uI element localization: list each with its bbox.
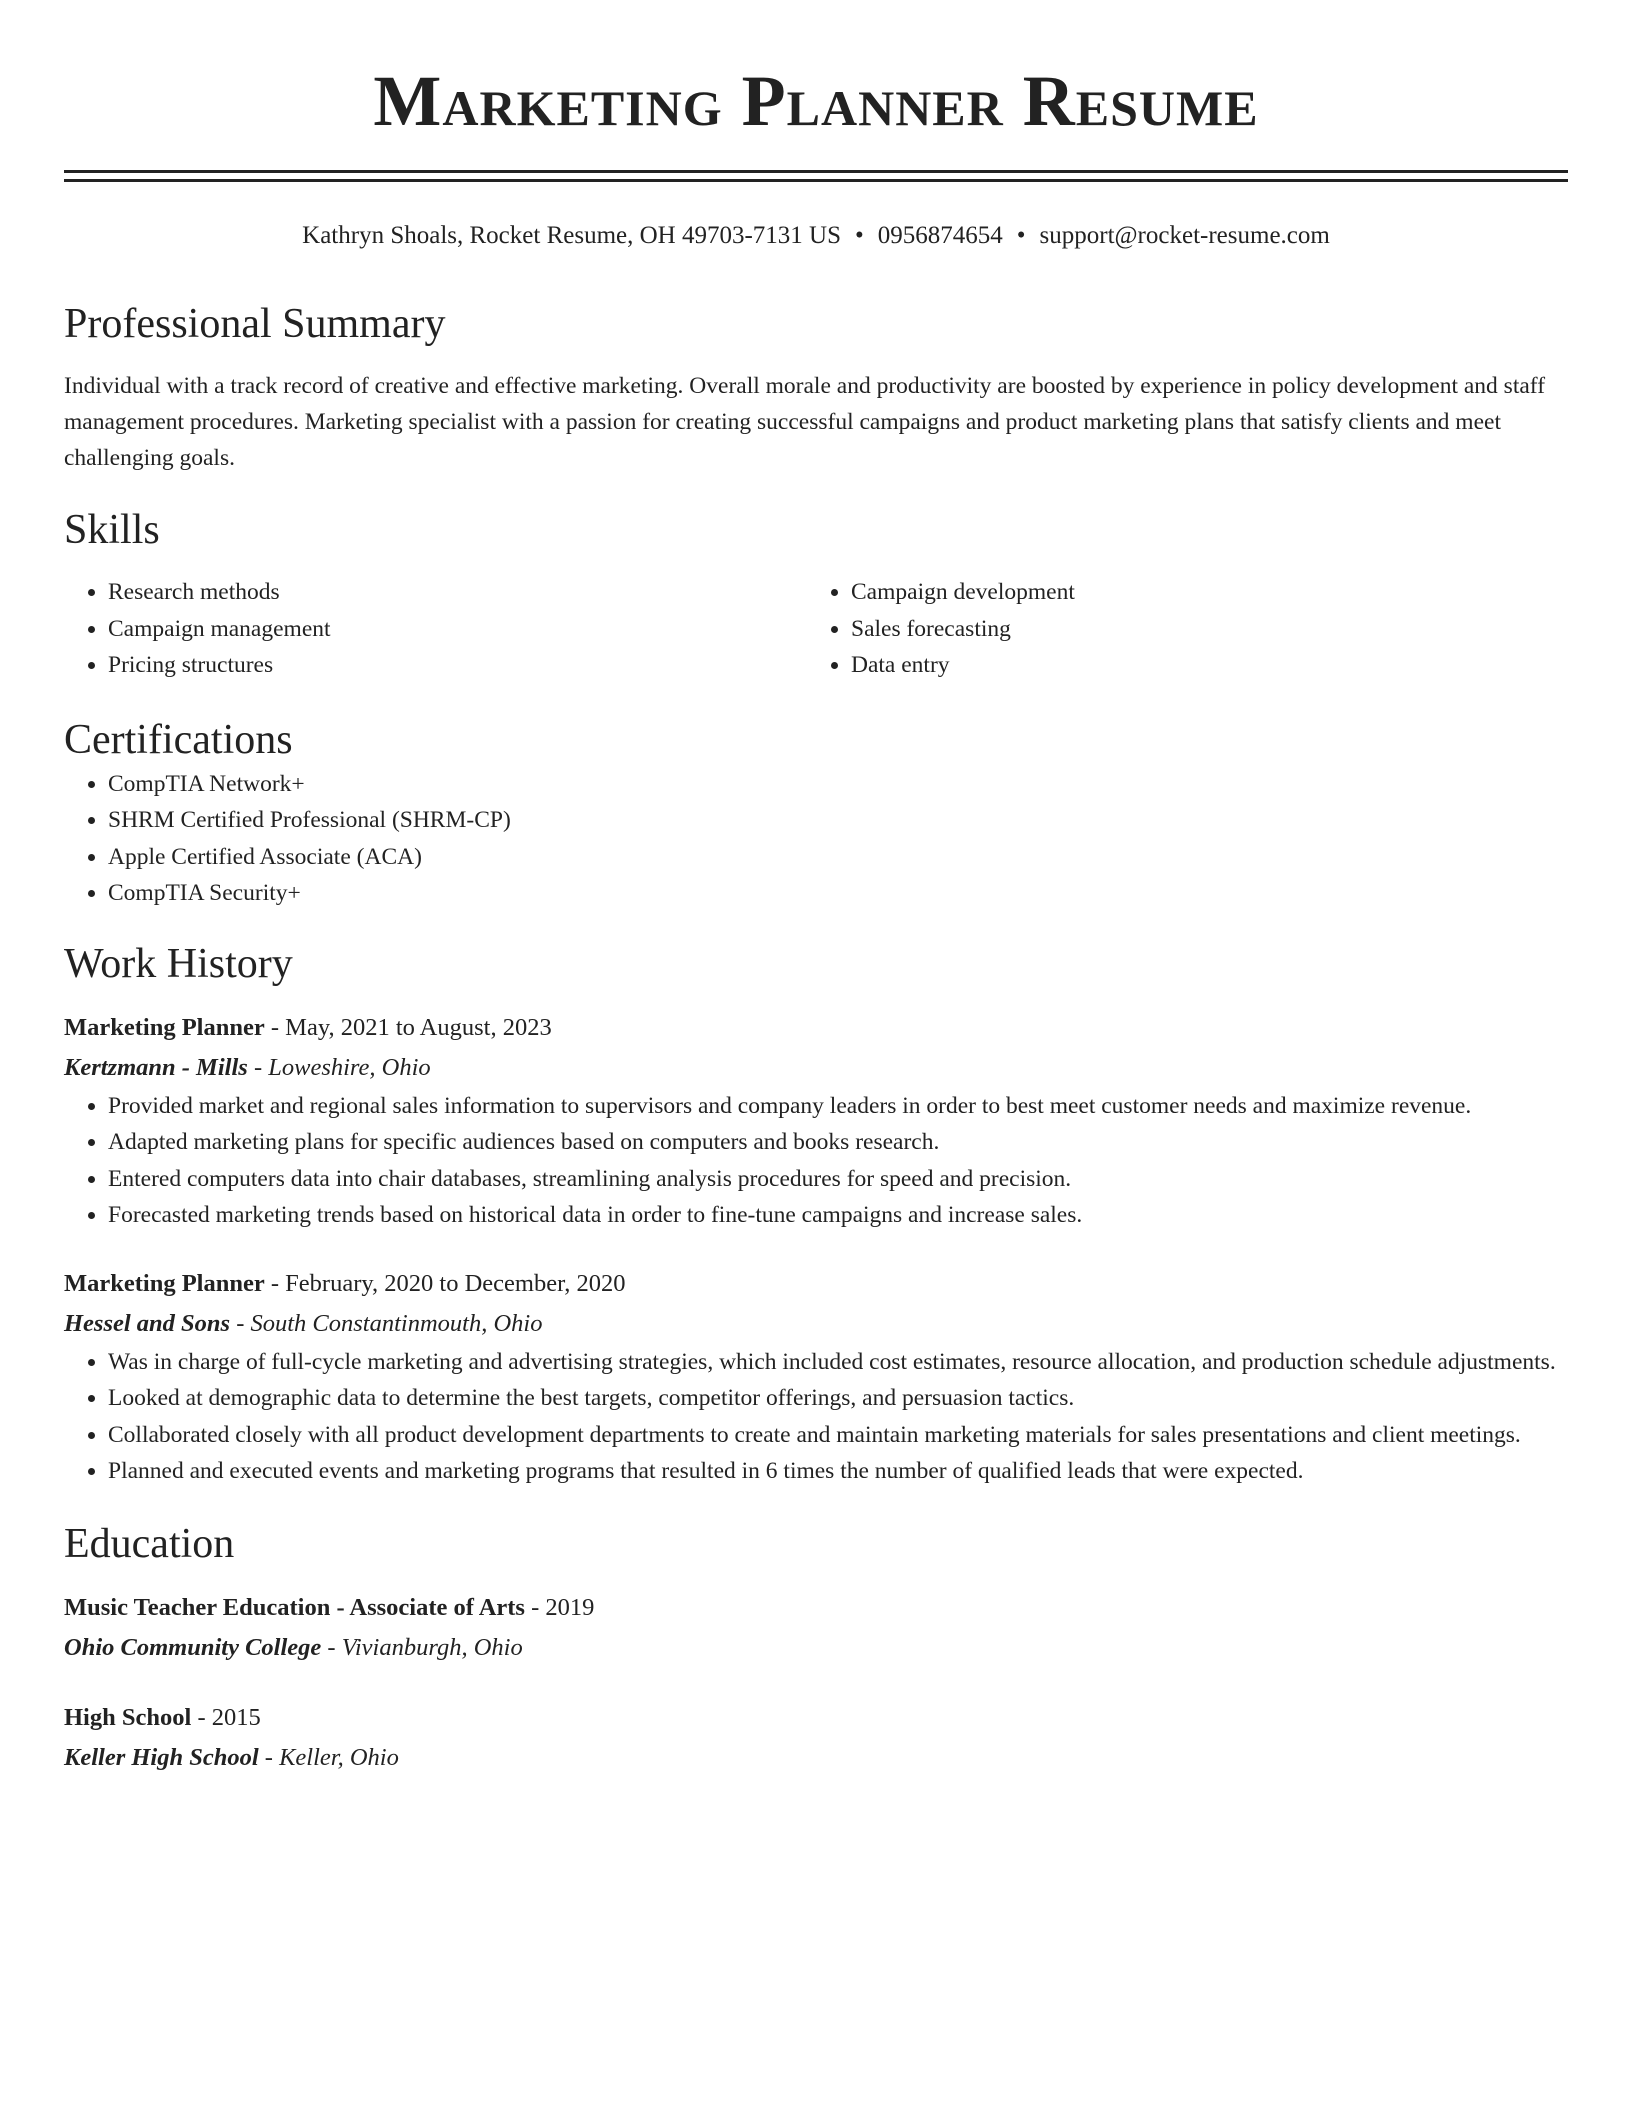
- contact-phone: 0956874654: [877, 222, 1003, 249]
- education-degree: High School: [64, 1703, 192, 1731]
- education-school: Keller High School: [64, 1743, 259, 1771]
- education-location: - Vivianburgh, Ohio: [321, 1633, 523, 1661]
- education-degree: Music Teacher Education - Associate of Arts: [64, 1593, 525, 1621]
- education-year: - 2015: [191, 1703, 261, 1731]
- summary-text: Individual with a track record of creative and effective marketing. Overall morale and productivity are boosted by experience in policy development and staff management procedures. Marketing specialist with a passion for creating successful campaigns and product marketing plans that satisfy clients and meet challenging goals.: [64, 373, 1546, 471]
- resume-title: Marketing Planner Resume: [373, 61, 1259, 141]
- title-divider-bottom: [64, 179, 1568, 182]
- contact-line: [64, 220, 1568, 252]
- title-divider-top: [64, 170, 1568, 173]
- job-dates: - May, 2021 to August, 2023: [264, 1013, 552, 1041]
- certification-item: • SHRM Certified Professional (SHRM-CP): [108, 802, 1568, 839]
- skill-item: • Pricing structures: [108, 647, 807, 684]
- education-school: Ohio Community College: [64, 1633, 322, 1661]
- job-duty-item: • Looked at demographic data to determine the best targets, competitor offerings, and persuasion tactics.: [108, 1380, 1568, 1417]
- job-title-line: [64, 1264, 1568, 1304]
- skills-list-right: [807, 574, 1568, 684]
- skills-grid: [64, 574, 1568, 684]
- certification-item: • CompTIA Network+: [108, 766, 1568, 803]
- skill-item: • Sales forecasting: [851, 611, 1568, 648]
- job-company: Hessel and Sons: [64, 1309, 231, 1337]
- job-duty-item: • Collaborated closely with all product development departments to create and maintain marketing materials for sales presentations and client meetings.: [108, 1417, 1568, 1454]
- education-school-line: [64, 1738, 1568, 1778]
- job-location: - Loweshire, Ohio: [247, 1053, 431, 1081]
- job-role: Marketing Planner: [64, 1013, 265, 1041]
- contact-email: support@rocket-resume.com: [1039, 222, 1330, 249]
- job-role: Marketing Planner: [64, 1269, 265, 1297]
- job-duty-item: • Adapted marketing plans for specific audiences based on computers and books research.: [108, 1124, 1568, 1161]
- job-duty-item: • Forecasted marketing trends based on historical data in order to fine-tune campaigns and increase sales.: [108, 1197, 1568, 1234]
- job-company: Kertzmann - Mills: [64, 1053, 248, 1081]
- work-history-heading: Work History: [64, 940, 293, 987]
- education-heading: Education: [64, 1520, 235, 1567]
- education-year: - 2019: [524, 1593, 595, 1621]
- job-duties-list: [64, 1344, 1568, 1490]
- job-duties-list: [64, 1088, 1568, 1234]
- skill-item: • Data entry: [851, 647, 1568, 684]
- job-duty-item: • Entered computers data into chair databases, streamlining analysis procedures for speed and precision.: [108, 1161, 1568, 1198]
- certifications-heading: Certifications: [64, 716, 293, 763]
- job-location: - South Constantinmouth, Ohio: [230, 1309, 543, 1337]
- skills-heading: Skills: [64, 507, 160, 553]
- summary-heading: Professional Summary: [64, 301, 446, 347]
- education-title-line: [64, 1588, 1568, 1628]
- job-title-line: [64, 1008, 1568, 1048]
- job-company-line: [64, 1304, 1568, 1344]
- job-dates: - February, 2020 to December, 2020: [264, 1269, 626, 1297]
- contact-address: Kathryn Shoals, Rocket Resume, OH 49703-7131 US: [302, 222, 841, 249]
- education-title-line: [64, 1698, 1568, 1738]
- skill-item: • Campaign development: [851, 574, 1568, 611]
- certification-item: • Apple Certified Associate (ACA): [108, 839, 1568, 876]
- skills-list-left: [64, 574, 807, 684]
- skill-item: • Research methods: [108, 574, 807, 611]
- education-location: - Keller, Ohio: [258, 1743, 399, 1771]
- certifications-list: [64, 766, 1568, 912]
- certification-item: • CompTIA Security+: [108, 875, 1568, 912]
- job-duty-item: • Planned and executed events and marketing programs that resulted in 6 times the number of qualified leads that were expected.: [108, 1453, 1568, 1490]
- contact-separator: •: [1016, 222, 1026, 249]
- job-duty-item: • Provided market and regional sales information to supervisors and company leaders in order to best meet customer needs and maximize revenue.: [108, 1088, 1568, 1125]
- contact-separator: •: [855, 222, 864, 249]
- education-school-line: [64, 1628, 1568, 1668]
- job-duty-item: • Was in charge of full-cycle marketing and advertising strategies, which included cost estimates, resource allocation, and production schedule adjustments.: [108, 1344, 1568, 1381]
- skill-item: • Campaign management: [108, 611, 807, 648]
- job-company-line: [64, 1048, 1568, 1088]
